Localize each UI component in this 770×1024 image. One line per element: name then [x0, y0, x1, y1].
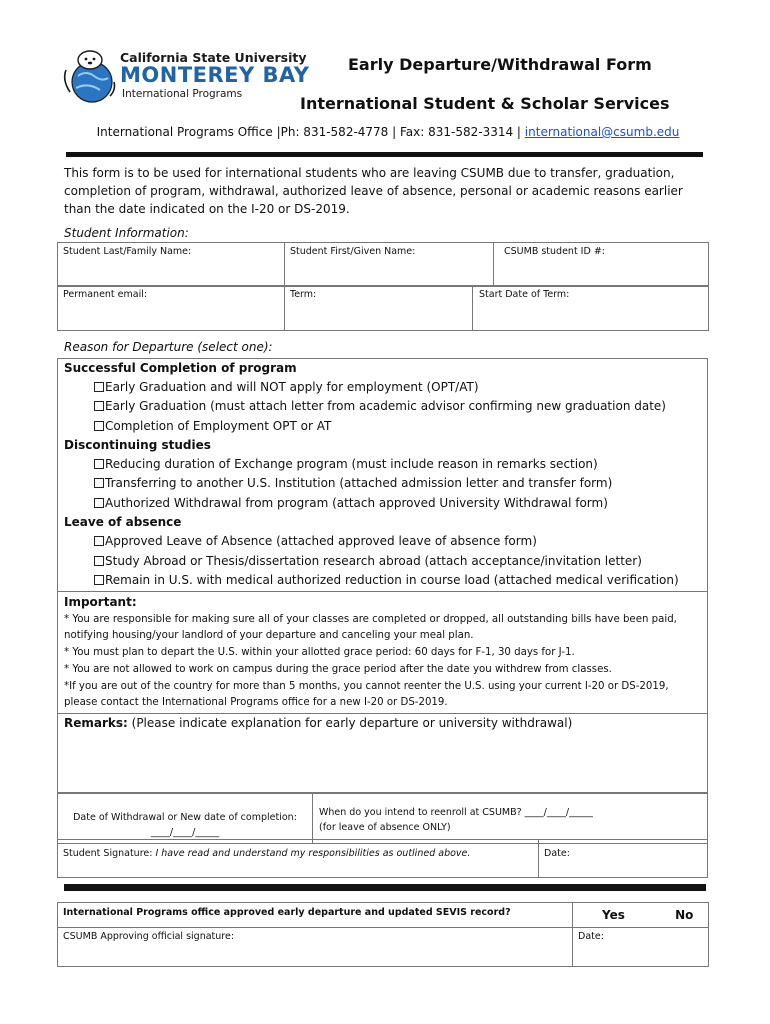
last-name-field[interactable]: Student Last/Family Name:: [58, 243, 285, 287]
student-contact-table: [57, 285, 709, 331]
remarks-field[interactable]: [57, 713, 708, 793]
group-discontinuing-title: Discontinuing studies: [64, 438, 211, 452]
student-info-table: [57, 242, 709, 287]
checkbox[interactable]: [94, 382, 104, 392]
permanent-email-field[interactable]: Permanent email:: [58, 286, 285, 331]
contact-office: International Programs Office |Ph: 831-582-4778 | Fax: 831-582-3314 |: [96, 125, 521, 139]
contact-email-link[interactable]: international@csumb.edu: [524, 125, 680, 139]
approval-no-option[interactable]: No: [675, 908, 694, 922]
group-leave-title: Leave of absence: [64, 515, 182, 529]
logo-department: International Programs: [122, 88, 243, 100]
first-name-field[interactable]: Student First/Given Name:: [285, 243, 494, 287]
checkbox[interactable]: [94, 459, 104, 469]
important-line: notifying housing/your landlord of your departure and canceling your meal plan.: [64, 630, 474, 641]
otter-globe-icon: [60, 46, 120, 108]
reenroll-note: (for leave of absence ONLY): [319, 822, 451, 833]
checkbox[interactable]: [94, 498, 104, 508]
student-signature-field[interactable]: [58, 840, 539, 878]
dates-table: [57, 793, 708, 844]
option-completion-opt[interactable]: Completion of Employment OPT or AT: [94, 419, 331, 433]
checkbox[interactable]: [94, 478, 104, 488]
important-line: *If you are out of the country for more than 5 months, you cannot reenter the U.S. using your current I-20 or DS-2019,: [64, 681, 669, 692]
start-date-field[interactable]: Start Date of Term:: [473, 286, 709, 331]
official-date-field[interactable]: Date:: [573, 928, 709, 967]
remarks-label-line: [64, 716, 572, 730]
checkbox[interactable]: [94, 575, 104, 585]
important-line: * You must plan to depart the U.S. within your allotted grace period: 60 days for F-1, 30 days for J-1.: [64, 647, 575, 658]
form-title: Early Departure/Withdrawal Form: [348, 55, 652, 74]
term-field[interactable]: Term:: [285, 286, 473, 331]
logo-university-name: California State University: [120, 50, 307, 65]
student-id-field[interactable]: CSUMB student ID #:: [494, 243, 709, 287]
remarks-hint: (Please indicate explanation for early departure or university withdrawal): [127, 716, 573, 730]
office-divider: [64, 884, 706, 891]
important-line: * You are responsible for making sure all of your classes are completed or dropped, all outstanding bills have been paid,: [64, 614, 677, 625]
approval-yes-option[interactable]: Yes: [602, 908, 625, 922]
important-line: please contact the International Programs office for a new I-20 or DS-2019.: [64, 697, 448, 708]
official-signature-field[interactable]: CSUMB Approving official signature:: [58, 928, 573, 967]
option-approved-leave[interactable]: Approved Leave of Absence (attached approved leave of absence form): [94, 534, 537, 548]
checkbox[interactable]: [94, 401, 104, 411]
office-approval-table: [57, 902, 709, 967]
logo-campus-name: MONTEREY BAY: [120, 63, 310, 87]
option-medical-reduction[interactable]: Remain in U.S. with medical authorized reduction in course load (attached medical verification): [94, 573, 679, 587]
form-subtitle: International Student & Scholar Services: [300, 94, 670, 113]
withdrawal-date-label: Date of Withdrawal or New date of completion:: [73, 812, 297, 823]
header-divider: [66, 152, 703, 157]
option-study-abroad[interactable]: Study Abroad or Thesis/dissertation research abroad (attach acceptance/invitation letter): [94, 554, 642, 568]
important-title: Important:: [64, 595, 137, 609]
signature-date-field[interactable]: Date:: [539, 840, 708, 878]
option-early-grad-no-opt[interactable]: Early Graduation and will NOT apply for employment (OPT/AT): [94, 380, 479, 394]
checkbox[interactable]: [94, 536, 104, 546]
signature-table: [57, 839, 708, 878]
checkbox[interactable]: [94, 556, 104, 566]
logo: [60, 44, 310, 114]
reenroll-label: When do you intend to reenroll at CSUMB? ____/____/_____: [319, 807, 593, 818]
intro-paragraph: This form is to be used for international students who are leaving CSUMB due to transfer, graduation, completion of program, withdrawal, authorized leave of absence, personal or academic reasons earlier than the date indicated on the I-20 or DS-2019.: [64, 166, 683, 216]
option-transferring[interactable]: Transferring to another U.S. Institution (attached admission letter and transfer form): [94, 476, 612, 490]
approval-choice: [573, 903, 709, 928]
option-authorized-withdrawal[interactable]: Authorized Withdrawal from program (attach approved University Withdrawal form): [94, 496, 608, 510]
contact-line: [0, 125, 770, 139]
reenroll-date-field[interactable]: [313, 794, 708, 844]
option-early-grad-letter[interactable]: Early Graduation (must attach letter from academic advisor confirming new graduation date): [94, 399, 666, 413]
student-info-heading: Student Information:: [64, 226, 189, 240]
checkbox[interactable]: [94, 421, 104, 431]
withdrawal-date-field[interactable]: [58, 794, 313, 844]
withdrawal-date-blank: ____/____/_____: [150, 827, 220, 838]
reason-options: [57, 358, 708, 592]
group-completion-title: Successful Completion of program: [64, 361, 297, 375]
important-line: * You are not allowed to work on campus during the grace period after the date you withdrew from classes.: [64, 664, 612, 675]
option-reducing-exchange[interactable]: Reducing duration of Exchange program (must include reason in remarks section): [94, 457, 598, 471]
signature-statement: I have read and understand my responsibilities as outlined above.: [155, 848, 471, 859]
remarks-label: Remarks:: [64, 716, 128, 730]
important-notice: [57, 592, 708, 714]
reason-heading: Reason for Departure (select one):: [64, 340, 273, 354]
approval-question: International Programs office approved early departure and updated SEVIS record?: [58, 903, 573, 928]
signature-label: Student Signature:: [63, 848, 156, 859]
